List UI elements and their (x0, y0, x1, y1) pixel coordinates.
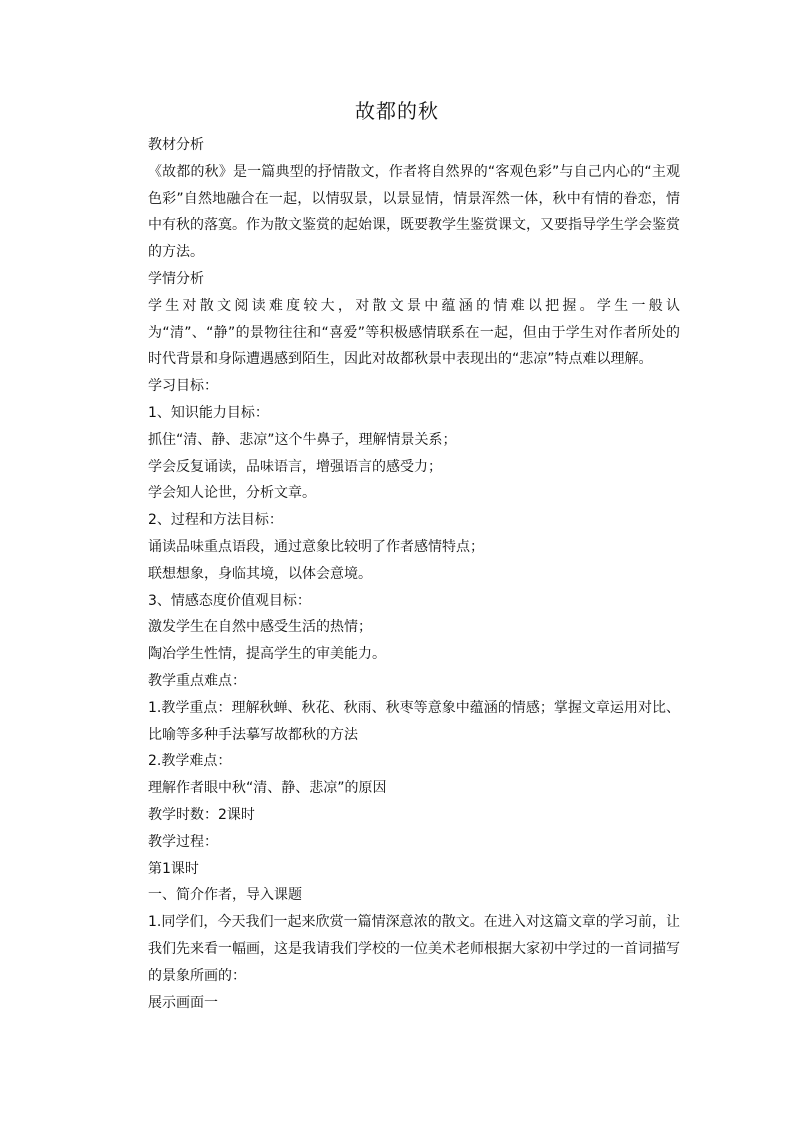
paragraph: 教学重点难点： (148, 672, 246, 689)
paragraph: 1.同学们，今天我们一起来欣赏一篇情深意浓的散文。在进入对这篇文章的学习前，让我们先来看一幅画，这是我请我们学校的一位美术老师根据大家初中学过的一首词描写的景象所画的： (148, 914, 680, 984)
paragraph: 学会知人论世，分析文章。 (148, 485, 316, 502)
paragraph: 学生对散文阅读难度较大，对散文景中蕴涵的情难以把握。学生一般认为“清”、“静”的景物往往和“喜爱”等积极感情联系在一起，但由于学生对作者所处的时代背景和身际遭遇感到陌生，因此对故都秋景中表现出的“悲凉”特点难以理解。 (148, 297, 680, 368)
paragraph: 3、情感态度价值观目标： (148, 592, 311, 609)
paragraph: 第1课时 (148, 860, 199, 877)
paragraph: 1、知识能力目标： (148, 404, 269, 421)
paragraph: 2、过程和方法目标： (148, 512, 283, 529)
paragraph: 学会反复诵读，品味语言，增强语言的感受力； (148, 458, 442, 475)
paragraph: 抓住“清、静、悲凉”这个牛鼻子，理解情景关系； (148, 431, 457, 448)
paragraph: 激发学生在自然中感受生活的热情； (148, 619, 372, 636)
paragraph: 理解作者眼中秋“清、静、悲凉”的原因 (148, 780, 387, 797)
paragraph: 教学过程： (148, 833, 218, 850)
paragraph: 学习目标： (148, 378, 218, 395)
paragraph: 教学时数：2课时 (148, 806, 255, 823)
paragraph: 2.教学难点： (148, 753, 232, 770)
paragraph: 教材分析 (148, 137, 204, 153)
paragraph: 陶冶学生性情，提高学生的审美能力。 (148, 646, 386, 663)
paragraph: 一、简介作者，导入课题 (148, 887, 302, 904)
paragraph: 1.教学重点：理解秋蝉、秋花、秋雨、秋枣等意象中蕴涵的情感；掌握文章运用对比、比喻等多种手法摹写故都秋的方法 (148, 699, 680, 743)
paragraph: 诵读品味重点语段，通过意象比较明了作者感情特点； (148, 538, 484, 555)
paragraph: 《故都的秋》是一篇典型的抒情散文，作者将自然界的“客观色彩”与自己内心的“主观色彩”自然地融合在一起，以情驭景，以景显情，情景浑然一体，秋中有情的眷恋，情中有秋的落寞。作为散文鉴赏的起始课，既要教学生鉴赏课文，又要指导学生学会鉴赏的方法。 (148, 163, 680, 261)
paragraph: 展示画面一 (148, 994, 218, 1011)
document-title: 故都的秋 (355, 99, 439, 123)
paragraph: 联想想象，身临其境，以体会意境。 (148, 565, 372, 582)
paragraph: 学情分析 (148, 270, 204, 287)
document-body (120, 132, 680, 1016)
